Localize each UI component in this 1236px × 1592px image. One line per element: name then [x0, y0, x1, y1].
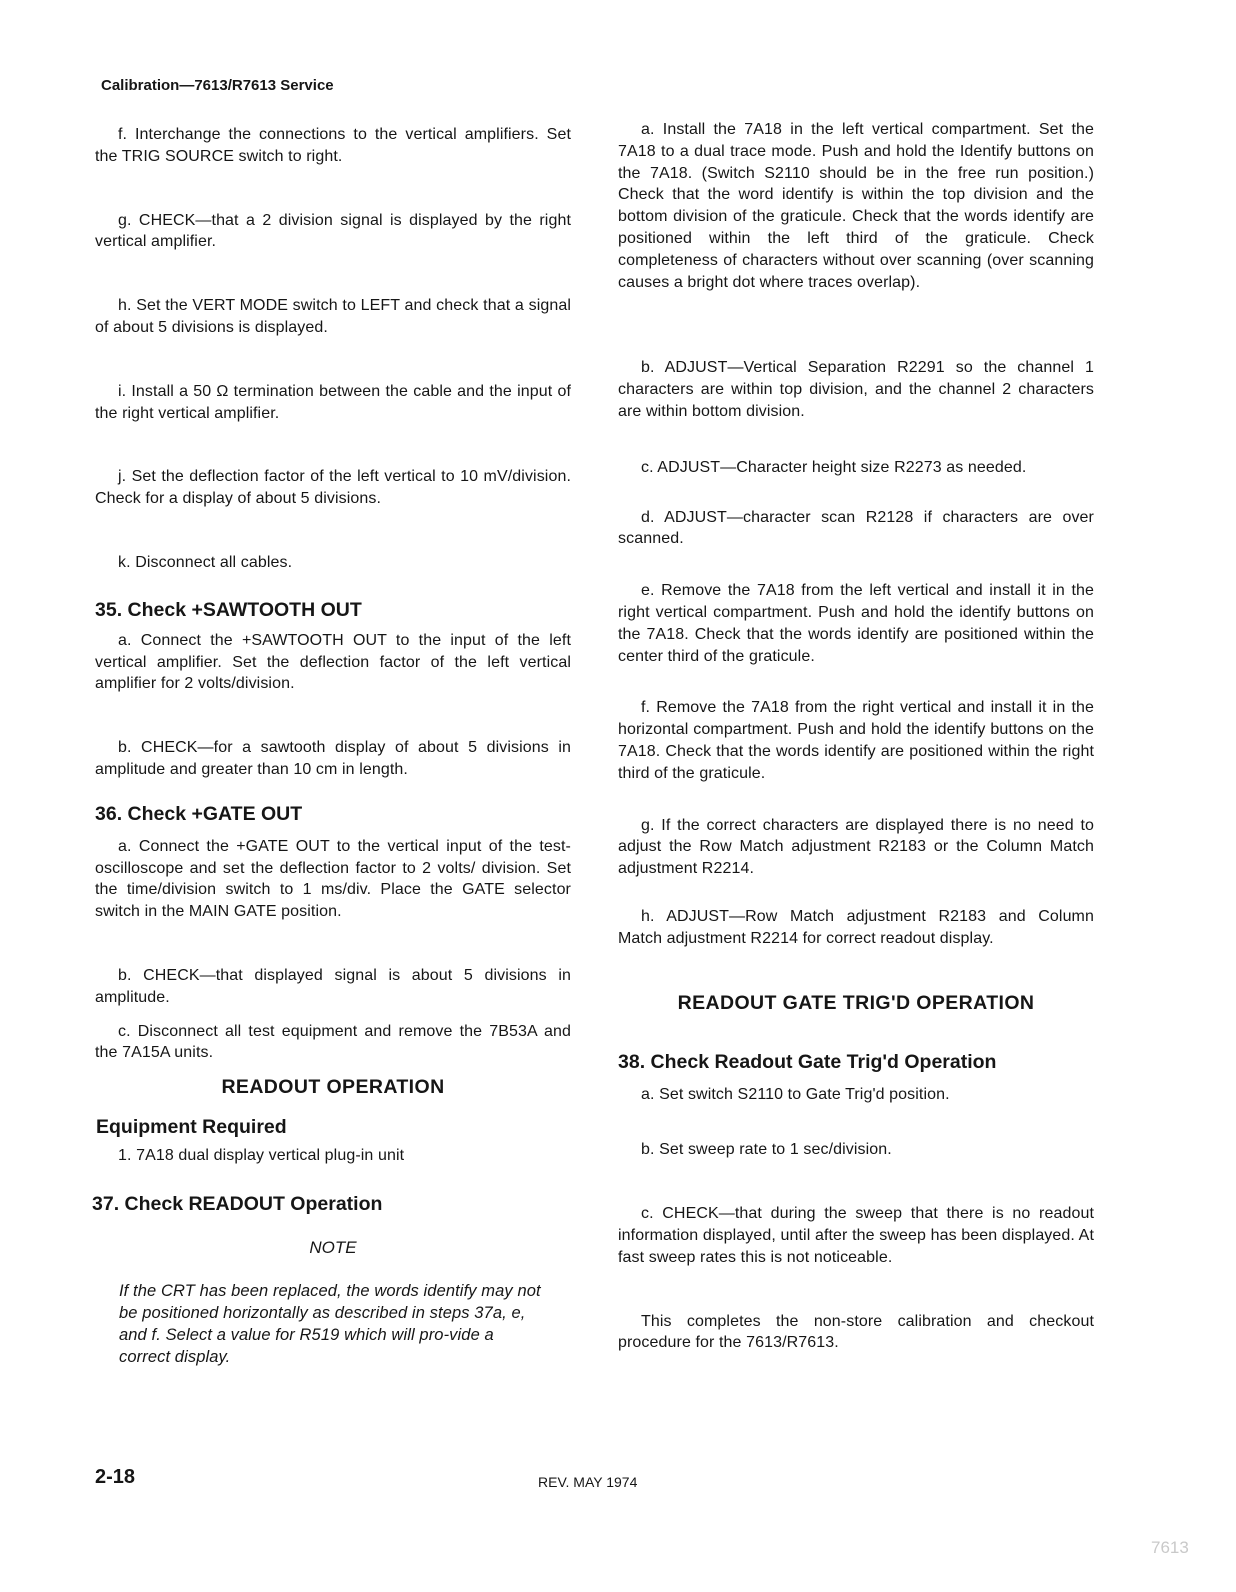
step-38b: b. Set sweep rate to 1 sec/division. — [641, 1141, 892, 1159]
step-g: g. CHECK—that a 2 division signal is displayed by the right vertical amplifier. — [95, 211, 571, 251]
note-body: If the CRT has been replaced, the words identify may not be positioned horizontally as described in steps 37a, e, and f. Select a value for R519 which will pro-vide a correct display. — [119, 1281, 541, 1366]
step-37f: f. Remove the 7A18 from the right vertical and install it in the horizontal compartment. Push and hold the identify buttons on the 7A18. Check that the words identify are positioned within the right third of the graticule. — [618, 699, 1094, 782]
section-38-title: 38. Check Readout Gate Trig'd Operation — [618, 1050, 997, 1073]
equipment-item-1: 1. 7A18 dual display vertical plug-in unit — [118, 1147, 405, 1165]
step-k: k. Disconnect all cables. — [118, 553, 293, 571]
step-37d: d. ADJUST—character scan R2128 if characters are over scanned. — [618, 508, 1094, 548]
right-column — [618, 119, 1094, 1354]
section-35-title: 35. Check +SAWTOOTH OUT — [95, 598, 362, 621]
equipment-required-heading: Equipment Required — [96, 1116, 287, 1139]
section-36-title: 36. Check +GATE OUT — [95, 802, 303, 825]
step-38a: a. Set switch S2110 to Gate Trig'd position. — [641, 1085, 950, 1103]
step-j: j. Set the deflection factor of the left vertical to 10 mV/division. Check for a display of about 5 divisions. — [95, 468, 571, 508]
step-37b: b. ADJUST—Vertical Separation R2291 so the channel 1 characters are within top division, and the channel 2 characters are within bottom division. — [618, 359, 1094, 420]
running-header: Calibration—7613/R7613 Service — [101, 77, 334, 94]
step-h: h. Set the VERT MODE switch to LEFT and check that a signal of about 5 divisions is displayed. — [95, 297, 571, 336]
left-column — [92, 124, 571, 1368]
step-37c: c. ADJUST—Character height size R2273 as needed. — [641, 458, 1027, 476]
step-37a: a. Install the 7A18 in the left vertical compartment. Set the 7A18 to a dual trace mode. Push and hold the Identify buttons on the 7A18. (Switch S2110 should be in the free run position.) Check that the word identify is within the top division and the bottom division of the graticule. Check that the words identify are positioned within the left third of the graticule. Check completeness of characters without over scanning (over scanning causes a bright dot where traces overlap). — [618, 121, 1094, 291]
revision-date: REV. MAY 1974 — [538, 1474, 638, 1490]
step-37h: h. ADJUST—Row Match adjustment R2183 and Column Match adjustment R2214 for correct readout display. — [618, 907, 1094, 947]
step-35a: a. Connect the +SAWTOOTH OUT to the input of the left vertical amplifier. Set the deflection factor of the left vertical amplifier for 2 volts/division. — [95, 631, 571, 693]
step-36b: b. CHECK—that displayed signal is about 5 divisions in amplitude. — [95, 966, 571, 1006]
step-36a: a. Connect the +GATE OUT to the vertical input of the test-oscilloscope and set the deflection factor to 2 volts/ division. Set the time/division switch to 1 ms/div. Place the GATE selector switch in the MAIN GATE position. — [95, 837, 571, 921]
step-i: i. Install a 50 Ω termination between the cable and the input of the right vertical amplifier. — [95, 382, 571, 422]
watermark: 7613 — [1151, 1538, 1189, 1557]
step-35b: b. CHECK—for a sawtooth display of about 5 divisions in amplitude and greater than 10 cm in length. — [95, 739, 571, 778]
step-f: f. Interchange the connections to the vertical amplifiers. Set the TRIG SOURCE switch to right. — [95, 126, 571, 165]
section-37-title: 37. Check READOUT Operation — [92, 1192, 383, 1215]
step-37g: g. If the correct characters are displayed there is no need to adjust the Row Match adjustment R2183 or the Column Match adjustment R2214. — [618, 816, 1094, 878]
step-37e: e. Remove the 7A18 from the left vertical and install it in the right vertical compartment. Push and hold the identify buttons on the 7A18. Check that the words identify are positioned within the center third of the graticule. — [618, 582, 1094, 665]
readout-gate-heading: READOUT GATE TRIG'D OPERATION — [677, 991, 1035, 1014]
page-number: 2-18 — [95, 1466, 136, 1488]
readout-operation-heading: READOUT OPERATION — [221, 1076, 445, 1099]
note-title: NOTE — [309, 1237, 357, 1257]
step-38c: c. CHECK—that during the sweep that there is no readout information displayed, until after the sweep has been displayed. At fast sweep rates this is not noticeable. — [618, 1205, 1094, 1266]
step-36c: c. Disconnect all test equipment and remove the 7B53A and the 7A15A units. — [95, 1022, 571, 1062]
closing-statement: This completes the non-store calibration and checkout procedure for the 7613/R7613. — [618, 1312, 1094, 1352]
